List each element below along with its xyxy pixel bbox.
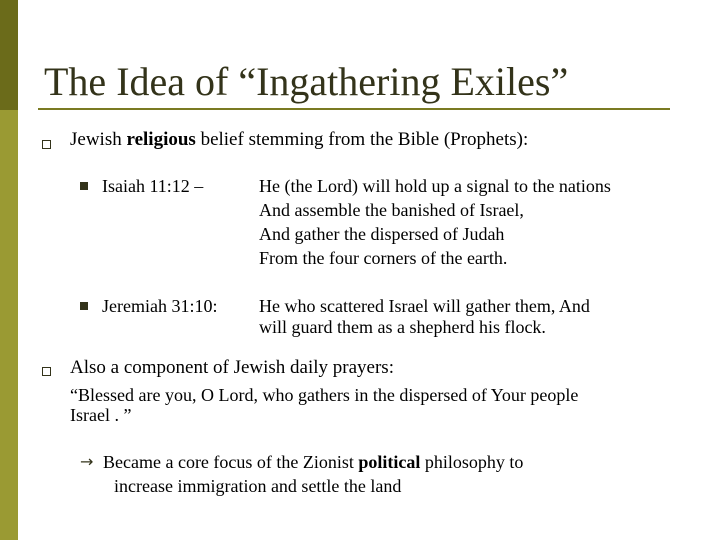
isaiah-line-1: He (the Lord) will hold up a signal to the nations bbox=[259, 176, 611, 196]
filled-square-bullet-icon bbox=[80, 302, 88, 310]
jeremiah-reference: Jeremiah 31:10: bbox=[102, 296, 218, 316]
bullet1-pre: Jewish bbox=[70, 129, 127, 150]
hollow-square-bullet-icon bbox=[42, 367, 51, 376]
arrow-bold: political bbox=[358, 452, 421, 472]
zionist-focus-line-1 bbox=[103, 450, 523, 474]
bullet-religious-belief bbox=[70, 128, 528, 152]
bullet-daily-prayers: Also a component of Jewish daily prayers: bbox=[70, 357, 394, 378]
isaiah-line-2: And assemble the banished of Israel, bbox=[259, 200, 524, 220]
jeremiah-line-2: will guard them as a shepherd his flock. bbox=[259, 317, 546, 337]
prayer-quote-line-2: Israel . ” bbox=[70, 405, 132, 425]
hollow-square-bullet-icon bbox=[42, 140, 51, 149]
arrow-post: philosophy to bbox=[420, 452, 524, 472]
isaiah-line-4: From the four corners of the earth. bbox=[259, 248, 508, 268]
prayer-quote-line-1: “Blessed are you, O Lord, who gathers in the dispersed of Your people bbox=[70, 385, 579, 405]
right-arrow-icon: → bbox=[80, 452, 94, 471]
bullet1-post: belief stemming from the Bible (Prophets): bbox=[195, 129, 529, 150]
slide-title: The Idea of “Ingathering Exiles” bbox=[44, 59, 569, 104]
title-underline bbox=[38, 108, 670, 110]
isaiah-line-3: And gather the dispersed of Judah bbox=[259, 224, 505, 244]
jeremiah-line-1: He who scattered Israel will gather them, And bbox=[259, 296, 590, 316]
arrow-pre: Became a core focus of the Zionist bbox=[103, 452, 359, 472]
left-accent-bar-top bbox=[0, 0, 18, 110]
bullet1-bold: religious bbox=[126, 129, 196, 150]
isaiah-reference: Isaiah 11:12 – bbox=[102, 176, 204, 196]
zionist-focus-line-2: increase immigration and settle the land bbox=[114, 476, 402, 496]
filled-square-bullet-icon bbox=[80, 182, 88, 190]
